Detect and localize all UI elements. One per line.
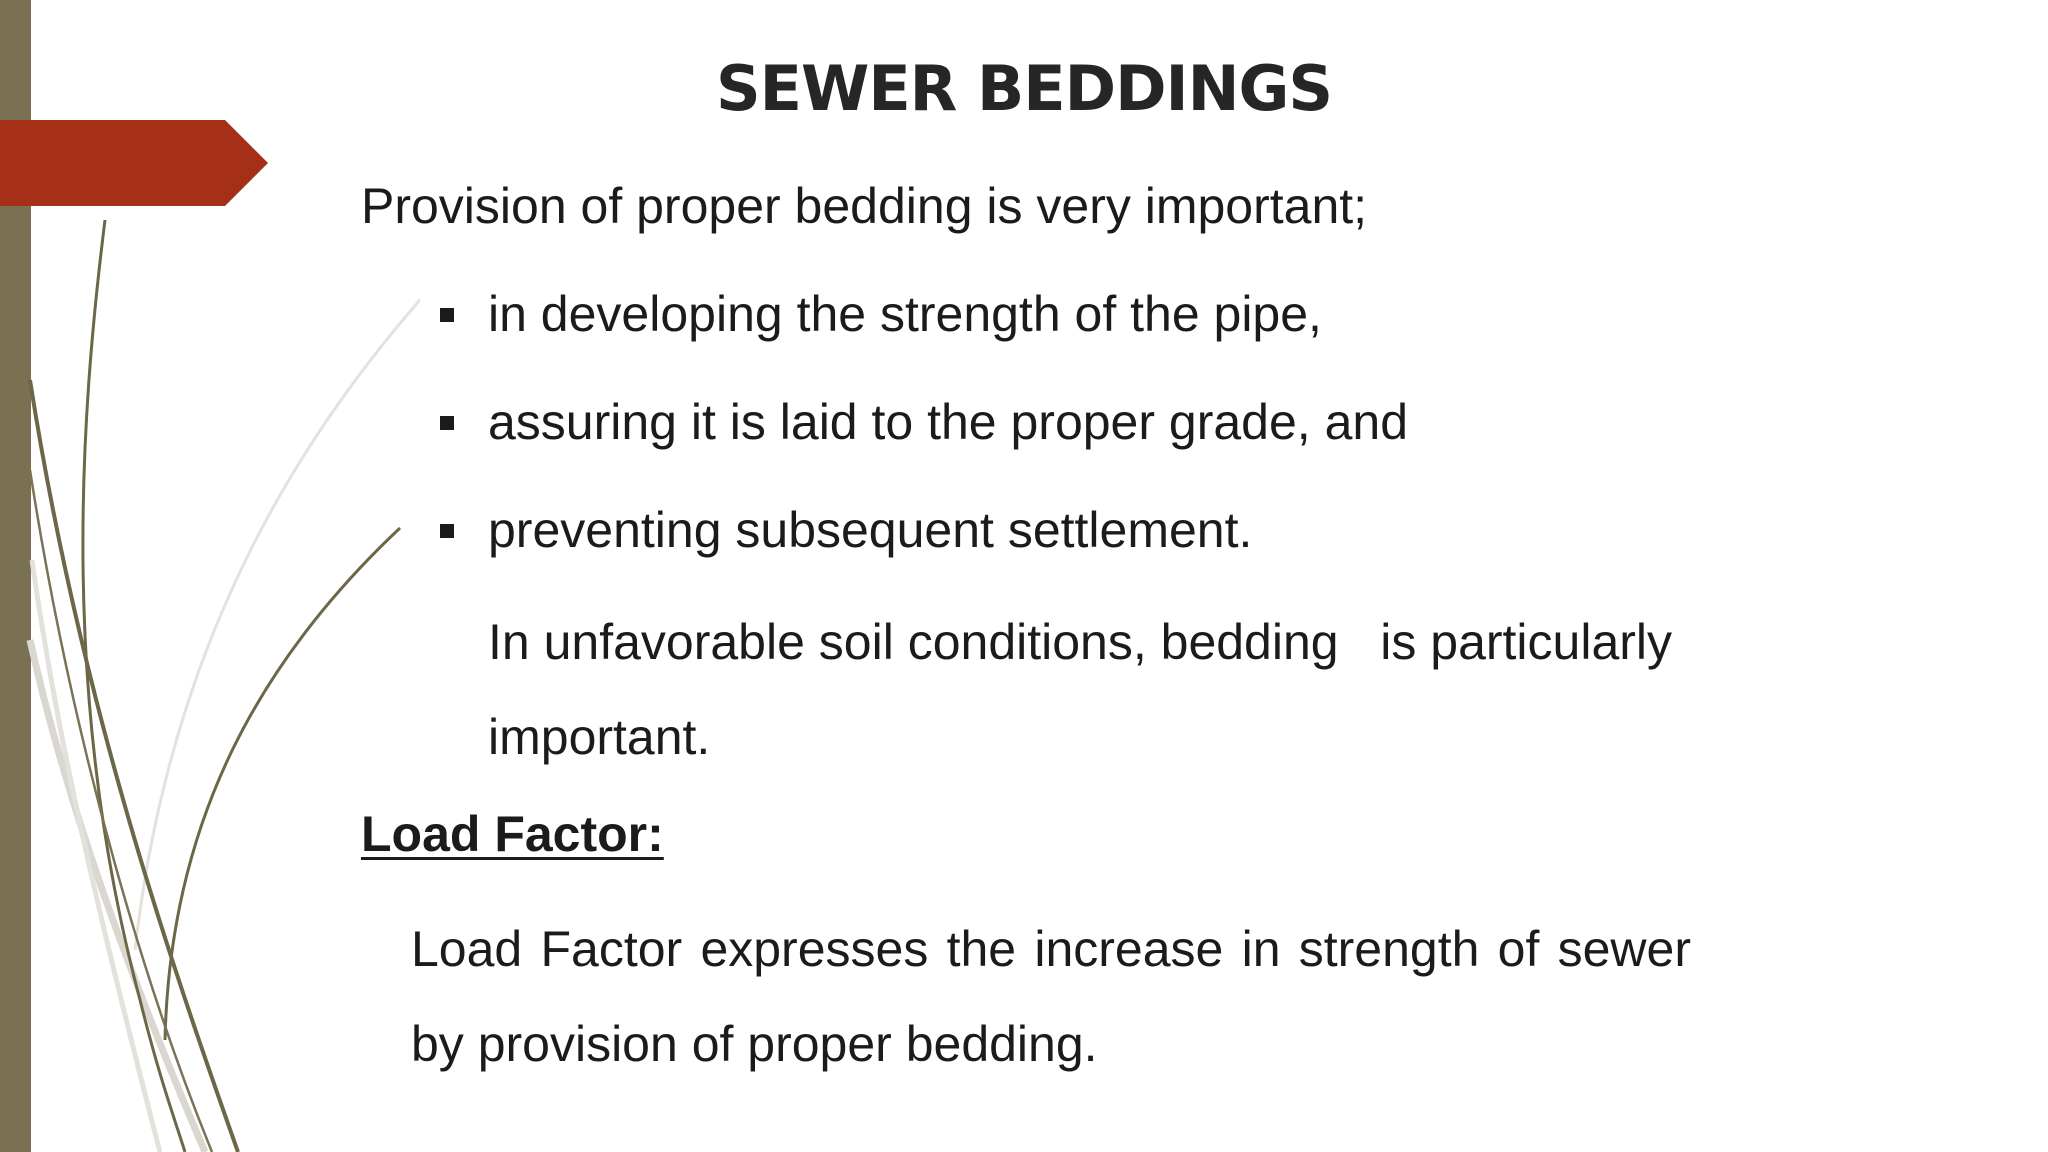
square-bullet-icon [440,416,454,430]
intro-text: Provision of proper bedding is very important; [361,178,1368,234]
load-factor-definition: Load Factor expresses the increase in strength of sewer by provision of proper bedding. [411,921,1691,1072]
bullet-text: preventing subsequent settlement. [488,502,1253,558]
load-factor-heading: Load Factor: [361,806,664,862]
square-bullet-icon [440,308,454,322]
dark-curve-3 [165,528,400,1040]
dark-curve-4 [30,470,212,1152]
bullet-text: in developing the strength of the pipe, [488,286,1322,342]
dark-curve-1 [83,220,185,1152]
slide-title: SEWER BEDDINGS [715,52,1333,125]
bullet-text: assuring it is laid to the proper grade, and [488,394,1408,450]
note-text: In unfavorable soil conditions, bedding is particularly important. [488,614,1686,765]
square-bullet-icon [440,524,454,538]
